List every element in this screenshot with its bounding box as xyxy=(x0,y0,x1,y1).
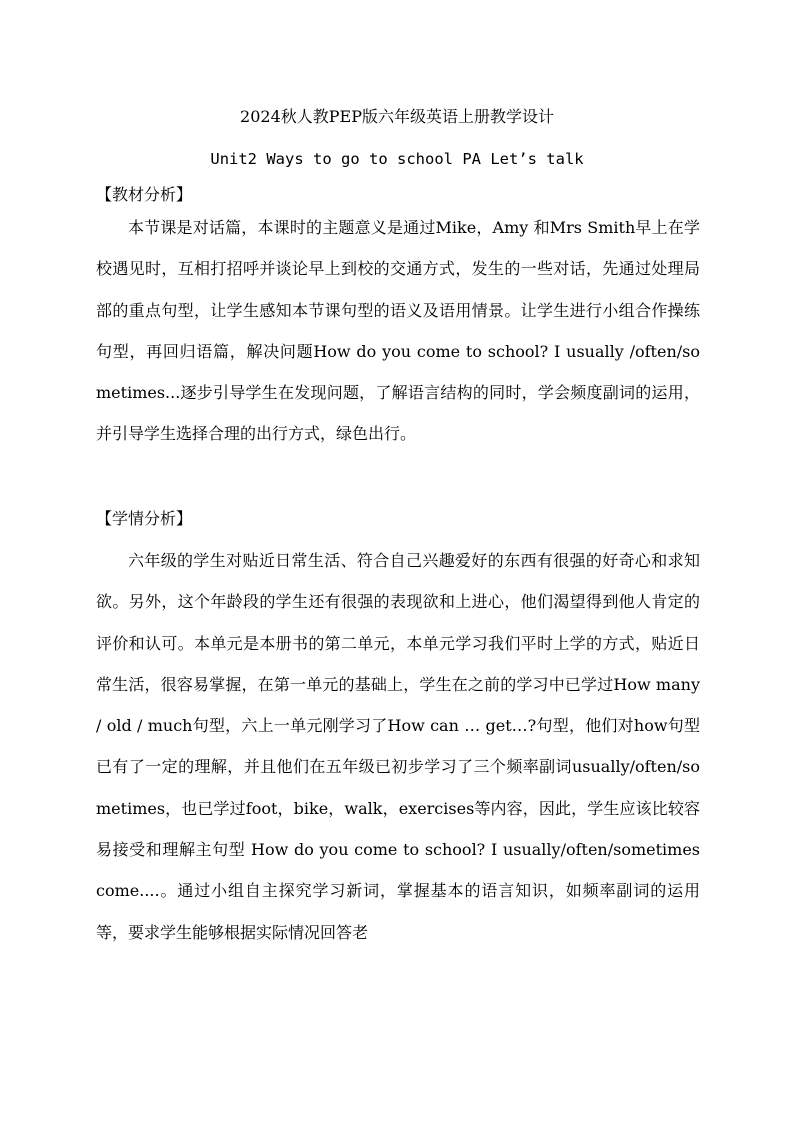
section-heading-student-analysis: 【学情分析】 xyxy=(96,509,193,528)
document-subtitle: Unit2 Ways to go to school PA Let’s talk xyxy=(210,150,584,168)
section-body-student-analysis: 六年级的学生对贴近日常生活、符合自己兴趣爱好的东西有很强的好奇心和求知欲。另外，这个年龄段的学生还有很强的表现欲和上进心，他们渴望得到他人肯定的评价和认可。本单元是本册书的第二单元，本单元学习我们平时上学的方式，贴近日常生活，很容易掌握，在第一单元的基础上，学生在之前的学习中已学过How many / old / much句型，六上一单元刚学习了How can … get…?句型，他们对how句型已有了一定的理解，并且他们在五年级已初步学习了三个频率副词usually/often/sometimes，也已学过foot，bike，walk，exercises等内容，因此，学生应该比较容易接受和理解主句型 How do you come to school? I usually/often/sometimes come....。通过小组自主探究学习新词，掌握基本的语言知识，如频率副词的运用等，要求学生能够根据实际情况回答老 xyxy=(96,551,700,942)
document-title: 2024秋人教PEP版六年级英语上册教学设计 xyxy=(240,107,554,126)
section-heading-textbook-analysis: 【教材分析】 xyxy=(96,185,193,204)
section-body-textbook-analysis: 本节课是对话篇，本课时的主题意义是通过Mike，Amy 和Mrs Smith早上在学校遇见时，互相打招呼并谈论早上到校的交通方式，发生的一些对话，先通过处理局部的重点句型，让学生感知本节课句型的语义及语用情景。让学生进行小组合作操练句型，再回归语篇，解决问题How do you come to school? I usually /often/sometimes...逐步引导学生在发现问题，了解语言结构的同时，学会频度副词的运用，并引导学生选择合理的出行方式，绿色出行。 xyxy=(96,218,700,444)
